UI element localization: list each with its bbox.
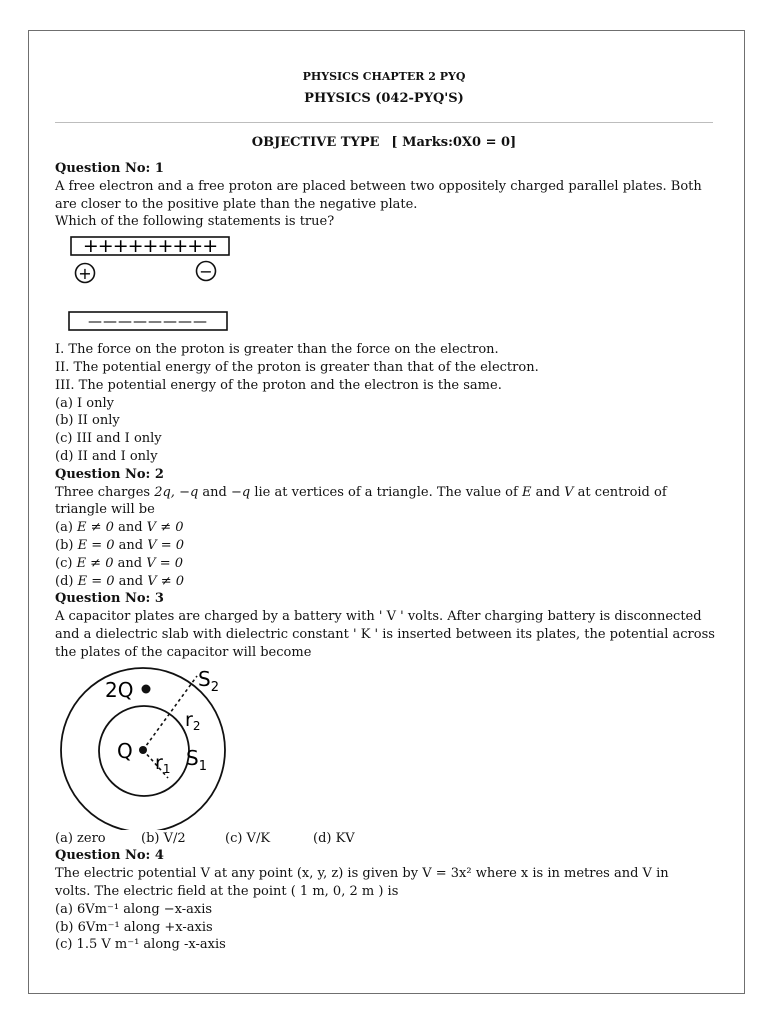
outer-charge-label: 2Q — [105, 677, 134, 702]
answer-option: (a) zero — [55, 830, 106, 846]
question-heading: Question No: 1 — [55, 161, 164, 176]
concentric-spheres-figure — [55, 664, 719, 830]
proton-symbol: + — [78, 264, 92, 284]
outer-charge-dot — [142, 684, 151, 693]
question-text: A free electron and a free proton are placed between two oppositely charged parallel plates. Both — [55, 178, 702, 194]
answer-option: (c) 1.5 V m⁻¹ along -x-axis — [55, 937, 226, 953]
answer-option: (c) V/K — [225, 830, 271, 846]
electron-symbol: − — [199, 262, 213, 282]
answer-option: (b) E = 0 and V = 0 — [55, 537, 185, 553]
positive-plate-charges: +++++++++ — [82, 235, 218, 258]
statement: III. The potential energy of the proton and the electron is the same. — [55, 377, 502, 393]
question-heading: Question No: 4 — [55, 848, 164, 864]
statement: I. The force on the proton is greater than the force on the electron. — [55, 342, 499, 358]
question-text: triangle will be — [55, 502, 155, 518]
answer-option: (c) III and I only — [55, 431, 162, 447]
negative-plate-charges: ———————— — [88, 314, 208, 331]
section-label: OBJECTIVE TYPE — [251, 135, 380, 150]
r2-label: $r_2$ — [185, 708, 201, 733]
answer-option: (a) I only — [55, 395, 114, 411]
answer-option: (d) II and I only — [55, 448, 158, 464]
answer-option: (b) II only — [55, 413, 120, 429]
header-divider — [55, 122, 713, 123]
question-text: volts. The electric field at the point ( 1 m, 0, 2 m ) is — [55, 883, 399, 899]
question-text: and a dielectric slab with dielectric constant ' K ' is inserted between its plates, the potential across — [55, 626, 715, 642]
document-title: PHYSICS (042-PYQ'S) — [304, 91, 464, 106]
question-text: The electric potential V at any point (x, y, z) is given by V = 3x² where x is in metres and V in — [55, 866, 669, 882]
question-text: A capacitor plates are charged by a battery with ' V ' volts. After charging battery is disconnected — [55, 609, 702, 625]
question-text: are closer to the positive plate than the negative plate. — [55, 196, 418, 212]
inner-charge-label: Q — [117, 738, 133, 763]
question-list — [55, 160, 719, 954]
question-text: Three charges 2q, −q and −q lie at vertices of a triangle. The value of E and V at centroid of — [55, 484, 667, 500]
answer-option: (a) E ≠ 0 and V ≠ 0 — [55, 520, 184, 536]
section-heading — [0, 135, 768, 150]
section-marks: [ Marks:0X0 = 0] — [391, 135, 517, 150]
answer-option: (d) E = 0 and V ≠ 0 — [55, 573, 185, 589]
answer-option: (c) E ≠ 0 and V = 0 — [55, 555, 184, 571]
s1-label: $S_1$ — [186, 745, 207, 774]
question-heading: Question No: 3 — [55, 591, 164, 607]
answer-options-row — [55, 830, 719, 848]
parallel-plates-figure — [55, 235, 719, 341]
s2-label: $S_2$ — [198, 666, 219, 695]
answer-option: (b) 6Vm⁻¹ along +x-axis — [55, 919, 213, 935]
statement: II. The potential energy of the proton is greater than that of the electron. — [55, 359, 539, 375]
question-heading: Question No: 2 — [55, 466, 164, 482]
answer-option: (a) 6Vm⁻¹ along −x-axis — [55, 901, 213, 917]
r1-label: $r_1$ — [155, 751, 171, 776]
answer-option: (d) KV — [313, 830, 355, 846]
answer-option: (b) V/2 — [141, 830, 186, 846]
question-text: Which of the following statements is true? — [55, 214, 335, 230]
question-text: the plates of the capacitor will become — [55, 644, 312, 660]
document-subtitle: PHYSICS CHAPTER 2 PYQ — [302, 70, 466, 83]
